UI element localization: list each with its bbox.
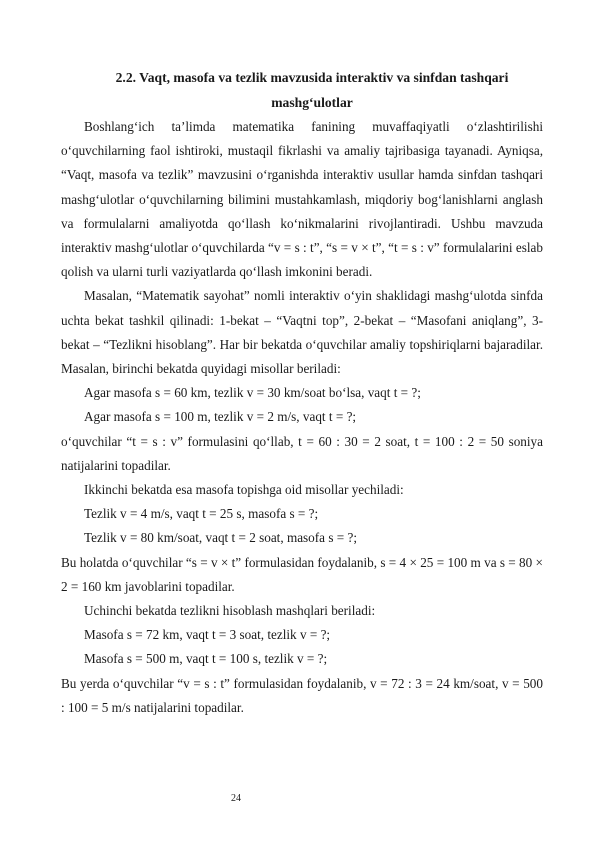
exercise-line: Agar masofa s = 60 km, tezlik v = 30 km/soat bo‘lsa, vaqt t = ?; xyxy=(84,385,421,401)
paragraph-solution-speed: Bu yerda o‘quvchilar “v = s : t” formulasidan foydalanib, v = 72 : 3 = 24 km/soat, v = 500 : 100 = 5 m/s natijalarini topadilar. xyxy=(61,675,543,715)
exercise-intro-line: Uchinchi bekatda tezlikni hisoblash mashqlari beriladi: xyxy=(84,603,376,619)
exercise-line: Tezlik v = 4 m/s, vaqt t = 25 s, masofa s = ?; xyxy=(84,506,319,522)
page-number: 24 xyxy=(231,793,241,804)
exercise-line: Agar masofa s = 100 m, tezlik v = 2 m/s, vaqt t = ?; xyxy=(84,409,357,425)
heading-line-1: 2.2. Vaqt, masofa va tezlik mavzusida interaktiv va sinfdan tashqari xyxy=(115,70,509,85)
paragraph-example: Masalan, “Matematik sayohat” nomli interaktiv o‘yin shaklidagi mashg‘ulotda sinfda uchta bekat tashkil qilinadi: 1-bekat – “Vaqtni top”, 2-bekat – “Masofani aniqlang”, 3-bekat – “Tezlikni hisoblang”. Har bir bekatda o‘quvchilar amaliy topshiriqlarni bajaradilar. Masalan, birinchi bekatda quyidagi misollar beriladi: xyxy=(61,288,543,377)
exercise-intro-line: Ikkinchi bekatda esa masofa topishga oid misollar yechiladi: xyxy=(84,482,404,498)
paragraph-intro: Boshlang‘ich ta’limda matematika fanining muvaffaqiyatli o‘zlashtirilishi o‘quvchilarning faol ishtiroki, mustaqil fikrlashi va amaliy tajribasiga tayanadi. Ayniqsa, “Vaqt, masofa va tezlik” mavzusini o‘rganishda interaktiv usullar hamda sinfdan tashqari mashg‘ulotlar o‘quvchilarning bilimini mustahkamlash, miqdoriy bog‘lanishlarni anglash va formulalarni amaliyotda qo‘llash ko‘nikmalarini rivojlantiradi. Ushbu mavzuda interaktiv mashg‘ulotlar o‘quvchilarda “v = s : t”, “s = v × t”, “t = s : v” formulalarini eslab qolish va ularni turli vaziyatlarda qo‘llash imkonini beradi. xyxy=(61,119,543,280)
heading-line-2: mashg‘ulotlar xyxy=(271,94,353,110)
exercise-line: Masofa s = 500 m, vaqt t = 100 s, tezlik v = ?; xyxy=(84,651,328,667)
paragraph-solution-time: o‘quvchilar “t = s : v” formulasini qo‘llab, t = 60 : 30 = 2 soat, t = 100 : 2 = 50 soniya natijalarini topadilar. xyxy=(61,433,543,473)
exercise-line: Tezlik v = 80 km/soat, vaqt t = 2 soat, masofa s = ?; xyxy=(84,530,358,546)
document-page xyxy=(61,66,543,720)
exercise-line: Masofa s = 72 km, vaqt t = 3 soat, tezlik v = ?; xyxy=(84,627,331,643)
paragraph-solution-distance: Bu holatda o‘quvchilar “s = v × t” formulasidan foydalanib, s = 4 × 25 = 100 m va s = 80 × 2 = 160 km javoblarini topadilar. xyxy=(61,554,543,594)
section-heading xyxy=(61,66,543,115)
